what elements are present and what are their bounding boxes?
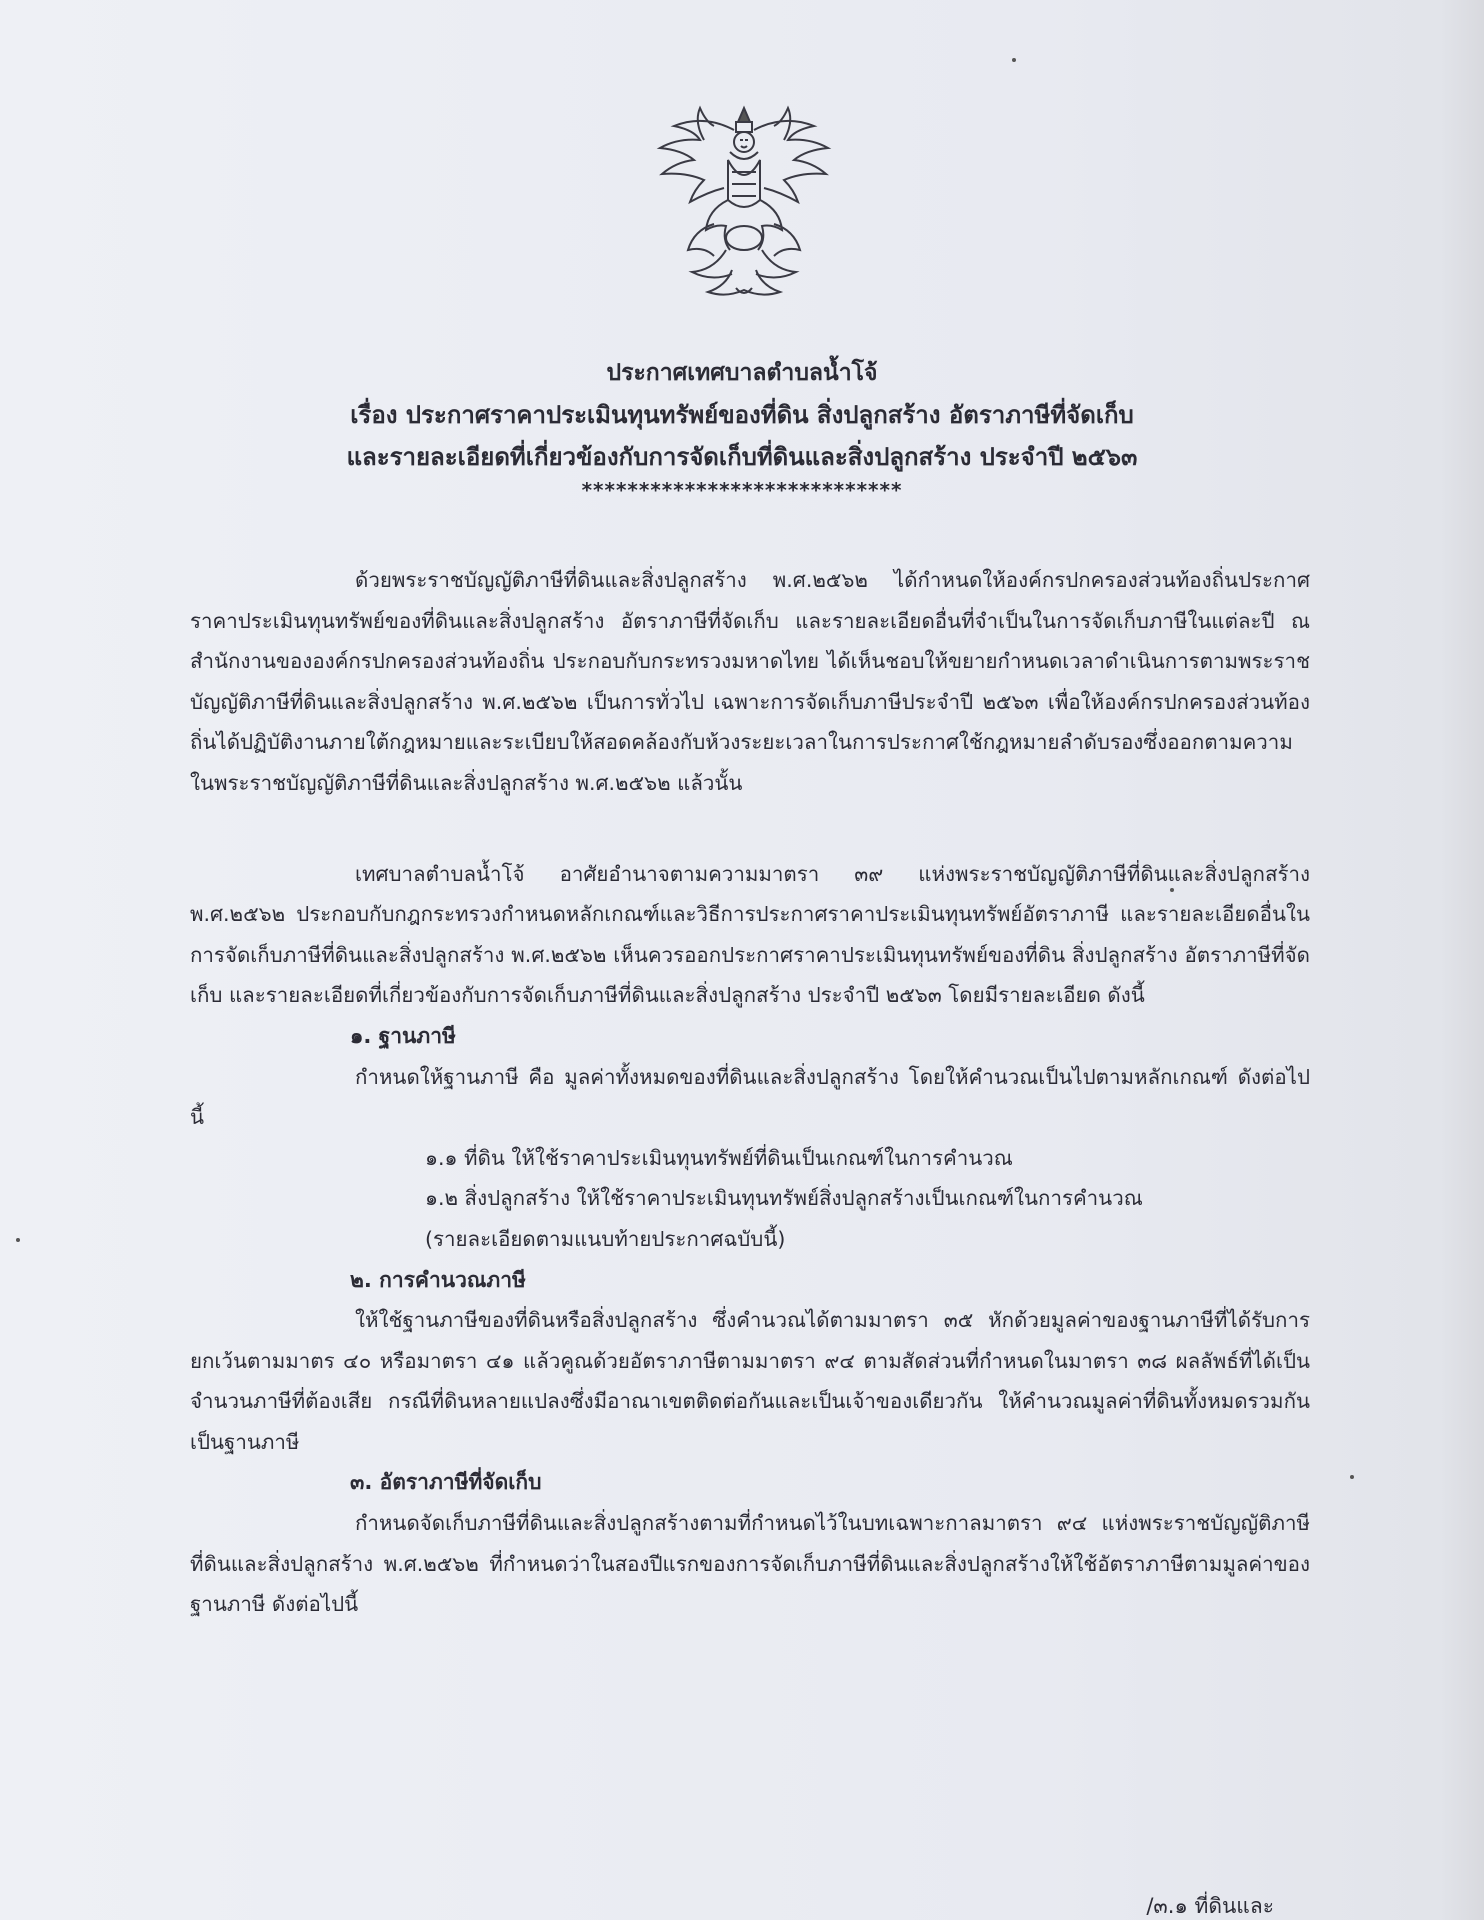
scan-speck [1012, 58, 1016, 62]
section-3-heading: ๓. อัตราภาษีที่จัดเก็บ [350, 1470, 542, 1495]
title-separator: **************************** [581, 478, 903, 502]
item-1-2: ๑.๒ สิ่งปลูกสร้าง ให้ใช้ราคาประเมินทุนทรัพย์สิ่งปลูกสร้างเป็นเกณฑ์ในการคำนวณ [425, 1186, 1143, 1211]
document-body [190, 560, 1310, 1625]
announcement-title-block [0, 352, 1484, 502]
paragraph-2: เทศบาลตำบลน้ำโจ้ อาศัยอำนาจตามความมาตรา ๓๙ แห่งพระราชบัญญัติภาษีที่ดินและสิ่งปลูกสร้าง พ.ศ.๒๕๖๒ ประกอบกับกฎกระทรวงกำหนดหลักเกณฑ์และวิธีการประกาศราคาประเมินทุนทรัพย์อัตราภาษี และรายละเอียดอื่นในการจัดเก็บภาษีที่ดินและสิ่งปลูกสร้าง พ.ศ.๒๕๖๒ เห็นควรออกประกาศราคาประเมินทุนทรัพย์ของที่ดิน สิ่งปลูกสร้าง อัตราภาษีที่จัดเก็บ และรายละเอียดที่เกี่ยวข้องกับการจัดเก็บภาษีที่ดินและสิ่งปลูกสร้าง ประจำปี ๒๕๖๓ โดยมีรายละเอียด ดังนี้ [190, 861, 1310, 1008]
section-3-text: กำหนดจัดเก็บภาษีที่ดินและสิ่งปลูกสร้างตามที่กำหนดไว้ในบทเฉพาะกาลมาตรา ๙๔ แห่งพระราชบัญญัติภาษีที่ดินและสิ่งปลูกสร้าง พ.ศ.๒๕๖๒ ที่กำหนดว่าในสองปีแรกของการจัดเก็บภาษีที่ดินและสิ่งปลูกสร้างให้ใช้อัตราภาษีตามมูลค่าของฐานภาษี ดังต่อไปนี้ [190, 1511, 1310, 1617]
scan-speck [1170, 888, 1174, 892]
paragraph-1: ด้วยพระราชบัญญัติภาษีที่ดินและสิ่งปลูกสร้าง พ.ศ.๒๕๖๒ ได้กำหนดให้องค์กรปกครองส่วนท้องถิ่นประกาศราคาประเมินทุนทรัพย์ของที่ดินและสิ่งปลูกสร้าง อัตราภาษีที่จัดเก็บ และรายละเอียดอื่นที่จำเป็นในการจัดเก็บภาษีในแต่ละปี ณ สำนักงานขององค์กรปกครองส่วนท้องถิ่น ประกอบกับกระทรวงมหาดไทย ได้เห็นชอบให้ขยายกำหนดเวลาดำเนินการตามพระราชบัญญัติภาษีที่ดินและสิ่งปลูกสร้าง พ.ศ.๒๕๖๒ เป็นการทั่วไป เฉพาะการจัดเก็บภาษีประจำปี ๒๕๖๓ เพื่อให้องค์กรปกครองส่วนท้องถิ่นได้ปฏิบัติงานภายใต้กฎหมายและระเบียบให้สอดคล้องกับห้วงระยะเวลาในการประกาศใช้กฎหมายลำดับรองซึ่งออกตามความในพระราชบัญญัติภาษีที่ดินและสิ่งปลูกสร้าง พ.ศ.๒๕๖๒ แล้วนั้น [190, 568, 1310, 795]
section-1-text: กำหนดให้ฐานภาษี คือ มูลค่าทั้งหมดของที่ดินและสิ่งปลูกสร้าง โดยให้คำนวณเป็นไปตามหลักเกณฑ์ ดังต่อไปนี้ [190, 1064, 1310, 1130]
section-2-text: ให้ใช้ฐานภาษีของที่ดินหรือสิ่งปลูกสร้าง ซึ่งคำนวณได้ตามมาตรา ๓๕ หักด้วยมูลค่าของฐานภาษีที่ได้รับการยกเว้นตามมาตร ๔๐ หรือมาตรา ๔๑ แล้วคูณด้วยอัตราภาษีตามมาตรา ๙๔ ตามสัดส่วนที่กำหนดในมาตรา ๓๘ ผลลัพธ์ที่ได้เป็นจำนวนภาษีที่ต้องเสีย กรณีที่ดินหลายแปลงซึ่งมีอาณาเขตติดต่อกันและเป็นเจ้าของเดียวกัน ให้คำนวณมูลค่าที่ดินทั้งหมดรวมกันเป็นฐานภาษี [190, 1308, 1310, 1454]
subject-line-1: เรื่อง ประกาศราคาประเมินทุนทรัพย์ของที่ดิน สิ่งปลูกสร้าง อัตราภาษีที่จัดเก็บ [350, 401, 1134, 429]
section-2-heading: ๒. การคำนวณภาษี [350, 1267, 526, 1292]
item-1-1: ๑.๑ ที่ดิน ให้ใช้ราคาประเมินทุนทรัพย์ที่ดินเป็นเกณฑ์ในการคำนวณ [425, 1145, 1013, 1170]
section-1-heading: ๑. ฐานภาษี [350, 1023, 456, 1048]
garuda-emblem [644, 100, 844, 305]
announcement-title: ประกาศเทศบาลตำบลน้ำโจ้ [606, 360, 878, 386]
scan-speck [16, 1238, 20, 1242]
item-1-2-note: (รายละเอียดตามแนบท้ายประกาศฉบับนี้) [425, 1226, 786, 1251]
subject-line-2: และรายละเอียดที่เกี่ยวข้องกับการจัดเก็บที่ดินและสิ่งปลูกสร้าง ประจำปี ๒๕๖๓ [346, 443, 1138, 471]
continuation-reference: /๓.๑ ที่ดินและ [1146, 1894, 1274, 1918]
scan-speck [1350, 1475, 1354, 1479]
